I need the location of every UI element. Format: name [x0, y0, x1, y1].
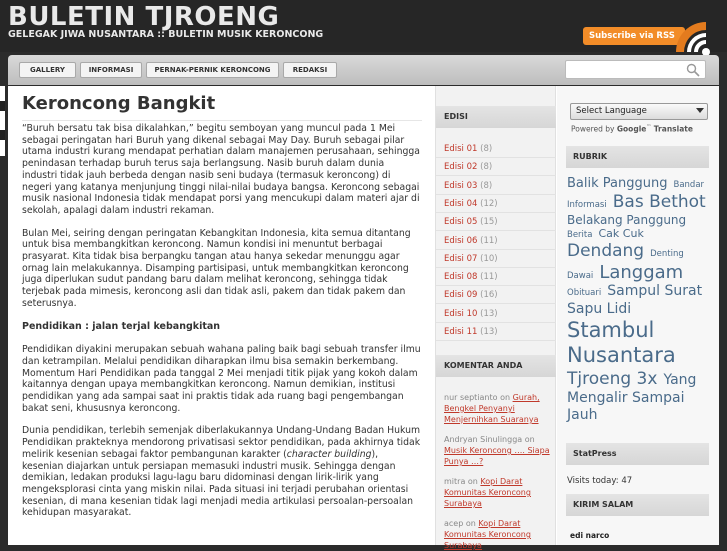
edisi-item [444, 181, 492, 191]
post-paragraph [22, 425, 422, 519]
comment-author: acep [444, 519, 464, 528]
edisi-count: (8) [480, 162, 493, 173]
edisi-link[interactable]: Edisi 07 [444, 253, 478, 264]
rubrik-tag[interactable]: Tjroeng 3x [567, 368, 658, 389]
edisi-divider [436, 340, 556, 341]
edisi-item [444, 162, 492, 172]
comment-item [444, 476, 550, 509]
post-text: ), kesenian diajarkan untuk persiapan memasuki industri musik. Sehingga dengan demikian, ledakan produksi lagu-lagu baru didominasi dengan lirik-lirik yang mengeksplorasi cinta yang miskin nilai. Pada situasi ini terjadi perubahan orientasi kesenian, di mana kesenian tidak lagi menjadi media artikulasi persoalan-persoalan kehidupan masyarakat. [22, 448, 414, 519]
edisi-link[interactable]: Edisi 05 [444, 217, 478, 228]
chevron-down-icon[interactable] [696, 108, 704, 113]
rubrik-tag[interactable]: Dendang [567, 240, 645, 261]
edisi-item [444, 217, 498, 227]
edisi-divider [436, 285, 556, 286]
powered-by-text: Powered by [571, 124, 615, 134]
edisi-count: (13) [480, 308, 498, 319]
edisi-divider [436, 212, 556, 213]
post-content [22, 120, 422, 545]
rubrik-tag[interactable]: Balik Panggung [567, 176, 668, 191]
left-tab-marker [0, 130, 5, 140]
edisi-count: (8) [480, 144, 493, 154]
rubrik-tag[interactable]: Yang Mengalir Sampai Jauh [567, 371, 697, 423]
visits-today: Visits today: 47 [567, 476, 633, 486]
salam-author: edi narco [570, 531, 610, 540]
post-title[interactable]: Keroncong Bangkit [22, 93, 216, 114]
edisi-count: (13) [480, 327, 498, 337]
edisi-divider [436, 267, 556, 268]
left-side-tab[interactable] [0, 86, 5, 156]
edisi-item [444, 327, 498, 337]
edisi-count: (12) [480, 198, 498, 209]
site-tagline: GELEGAK JIWA NUSANTARA :: BULETIN MUSIK KERONCONG [8, 29, 324, 40]
rubrik-tag[interactable]: Bas Bethot [612, 191, 706, 212]
comment-item [444, 392, 550, 425]
rubrik-tag[interactable]: Cak Cuk [598, 227, 644, 241]
post-paragraph: Bulan Mei, seiring dengan peringatan Kebangkitan Indonesia, kita semua ditantang untuk bisa membangkitkan keroncong. Namun kondisi ini menuntut berbagai prasyarat. Kita tidak bisa berpangku tangan atau hanya sekedar menunggu agar ornag lain melakukannya. Disamping partisipasi, untuk membangkitkan keroncong juga diperlukan sudut pandang baru dalam melihat keroncong, sehingga tidak terjebak pada mimesis, keroncong asli dan tidak asli, pakem dan tidak pakem dan seterusnya. [22, 227, 411, 309]
edisi-count: (8) [480, 180, 493, 191]
rubrik-tag[interactable]: Denting Dawai [567, 248, 684, 281]
edisi-link[interactable]: Edisi 03 [444, 180, 478, 191]
comment-item [444, 434, 550, 467]
comment-item [444, 518, 550, 551]
rubrik-tag[interactable]: Obituari [567, 288, 602, 299]
site-title[interactable]: BULETIN TJROENG [8, 2, 280, 32]
edisi-item [444, 272, 498, 282]
edisi-item [444, 144, 492, 154]
comment-post-link[interactable]: Kopi Darat Komunitas Keroncong Surabaya [444, 477, 531, 508]
google-translate-credit: Powered by Google™ Translate [571, 124, 693, 134]
edisi-count: (15) [480, 217, 498, 228]
comment-on: on [465, 519, 476, 528]
edisi-item [444, 254, 498, 264]
post-subheading: Pendidikan : jalan terjal kebangkitan [22, 320, 221, 332]
edisi-item [444, 309, 498, 319]
google-logo[interactable]: Google [616, 124, 647, 134]
comment-on: on [467, 477, 478, 486]
rss-icon[interactable] [676, 22, 716, 52]
rubrik-tag[interactable]: Stambul Nusantara [567, 317, 676, 368]
edisi-count: (16) [480, 290, 498, 301]
post-emphasis: character building [286, 448, 372, 460]
comment-post-link[interactable]: Kopi Darat Komunitas Keroncong Surabaya [444, 519, 531, 550]
comment-on: on [524, 435, 535, 444]
nav-informasi[interactable]: INFORMASI [80, 62, 142, 78]
edisi-link[interactable]: Edisi 01 [444, 144, 478, 154]
edisi-divider [436, 230, 556, 231]
search-input[interactable] [565, 60, 706, 79]
edisi-link[interactable]: Edisi 08 [444, 272, 478, 283]
edisi-item [444, 199, 498, 209]
edisi-divider [436, 194, 556, 195]
rubrik-heading: RUBRIK [566, 146, 709, 168]
kirim-salam-heading: KIRIM SALAM [566, 494, 709, 516]
language-select[interactable]: Select Language [570, 103, 708, 120]
edisi-item [444, 236, 498, 246]
komentar-heading: KOMENTAR ANDA [436, 355, 556, 377]
edisi-link[interactable]: Edisi 09 [444, 290, 478, 301]
edisi-divider [436, 175, 556, 176]
edisi-divider [436, 303, 556, 304]
rubrik-tag[interactable]: Berita [567, 230, 593, 241]
comment-author: mitra [444, 477, 466, 486]
edisi-link[interactable]: Edisi 06 [444, 235, 478, 246]
edisi-link[interactable]: Edisi 11 [444, 327, 478, 337]
rubrik-tag[interactable]: Sampul Surat [607, 283, 703, 300]
rubrik-tag[interactable]: Bandar Informasi [567, 180, 705, 210]
post-paragraph: “Buruh bersatu tak bisa dikalahkan,” begitu semboyan yang muncul pada 1 Mei sebagai peringatan hari Buruh yang dikenal sebagai May Day. Buruh sebagai pilar utama industri kurang mendapat perhatian dalam manajemen perusahaan, sehingga penindasan terhadap buruh terus saja berlangsung. Nasib buruh dalam dunia industri tidak jauh berbeda dengan nasib seni budaya (termasuk keroncong) di negeri yang katanya menjunjung tinggi nilai-nilai budaya bangsa. Keroncong sebagai musik nasional Indonesia tidak mendapat porsi yang mencukupi dalam materi ajar di sekolah, apalagi dalam industri rekaman. [22, 123, 420, 216]
comment-on: on [500, 393, 511, 402]
edisi-link[interactable]: Edisi 04 [444, 198, 478, 209]
edisi-divider [436, 249, 556, 250]
post-paragraph: Pendidikan diyakini merupakan sebuah wahana paling baik bagi sebuah transfer ilmu dan ketrampilan. Melalui pendidikan diharapkan ilmu bisa semakin berkembang. Momentum Hari Pendidikan pada tanggal 2 Mei menjadi titik pijak yang kokoh dalam kaitannya dengan upaya membangkitkan keroncong. Namun demikian, institusi pendidikan yang ada sampai saat ini praktis tidak ada ruang bagi pengembangan bakat seni, khususnya keroncong. [22, 344, 421, 414]
comment-post-link[interactable]: Gurah, Bengkel Penyanyi Menjernihkan Suaranya [444, 393, 540, 424]
comment-author: Andryan Sinulingga [444, 435, 523, 444]
edisi-link[interactable]: Edisi 02 [444, 162, 478, 173]
rubrik-tag[interactable]: Langgam [599, 261, 684, 283]
edisi-item [444, 290, 498, 300]
search-icon[interactable] [686, 63, 700, 77]
edisi-count: (10) [480, 253, 498, 264]
nav-redaksi[interactable]: REDAKSI [283, 62, 337, 78]
left-tab-marker [0, 101, 5, 111]
comment-post-link[interactable]: Musik Keroncong …. Siapa Punya …? [444, 446, 550, 466]
rubrik-tag[interactable]: Belakang Panggung [567, 212, 687, 227]
post-text: Dunia pendidikan, terlebih semenjak diberlakukannya Undang-Undang Badan Hukum Pendidikan prakteknya mendorong privatisasi sektor pendidikan, pada akhirnya tidak melirik kesenian sebagai faktor pembangunan karakter ( [22, 425, 421, 460]
comment-author: nur septianto [444, 393, 498, 402]
statpress-heading: StatPress [566, 443, 709, 465]
edisi-count: (11) [480, 235, 498, 246]
translate-link[interactable]: Translate [653, 124, 693, 134]
nav-gallery[interactable]: GALLERY [19, 62, 76, 78]
rubrik-tag[interactable]: Sapu Lidi [567, 300, 632, 317]
edisi-count: (11) [480, 272, 498, 283]
rubrik-tag-cloud [567, 176, 710, 424]
subscribe-rss-button[interactable]: Subscribe via RSS [583, 27, 685, 45]
edisi-divider [436, 157, 556, 158]
edisi-heading: EDISI [436, 106, 556, 128]
edisi-divider [436, 322, 556, 323]
edisi-link[interactable]: Edisi 10 [444, 308, 478, 319]
nav-pernak-pernik-keroncong[interactable]: PERNAK-PERNIK KERONCONG [146, 62, 279, 78]
